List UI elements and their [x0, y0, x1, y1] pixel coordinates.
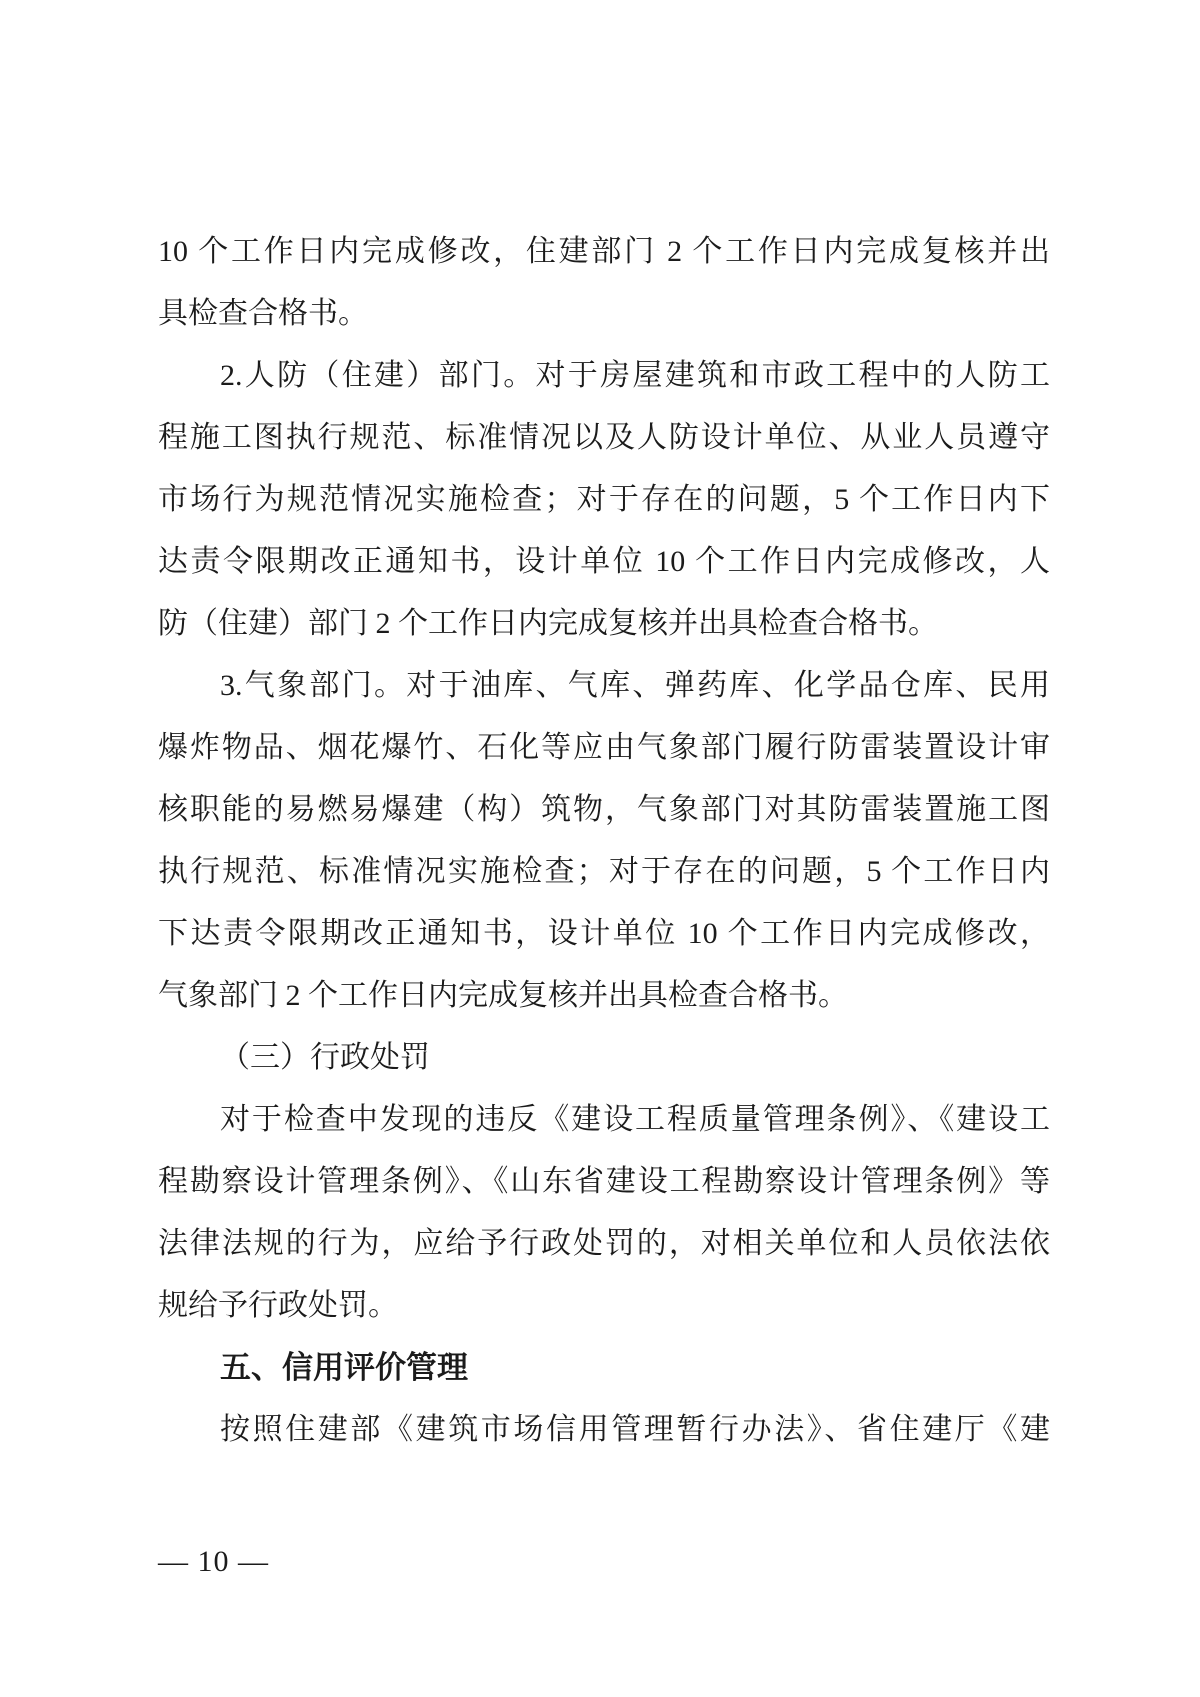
text-line: 爆炸物品、烟花爆竹、石化等应由气象部门履行防雷装置设计审: [158, 731, 1050, 764]
text-line: 按照住建部《建筑市场信用管理暂行办法》、省住建厅《建: [220, 1413, 1050, 1446]
text-line: 程施工图执行规范、标准情况以及人防设计单位、从业人员遵守: [158, 421, 1050, 454]
text-line: 10 个工作日内完成修改，住建部门 2 个工作日内完成复核并出: [158, 235, 1050, 268]
text-line: 市场行为规范情况实施检查；对于存在的问题，5 个工作日内下: [158, 483, 1050, 516]
text-line: 气象部门 2 个工作日内完成复核并出具检查合格书。: [158, 979, 848, 1012]
text-line: 法律法规的行为，应给予行政处罚的，对相关单位和人员依法依: [158, 1227, 1050, 1260]
text-line: 执行规范、标准情况实施检查；对于存在的问题，5 个工作日内: [158, 855, 1050, 888]
page-footer: [158, 1544, 269, 1580]
text-line: 核职能的易燃易爆建（构）筑物，气象部门对其防雷装置施工图: [158, 793, 1050, 826]
text-line: 对于检查中发现的违反《建设工程质量管理条例》、《建设工: [220, 1103, 1050, 1136]
text-line: 防（住建）部门 2 个工作日内完成复核并出具检查合格书。: [158, 607, 938, 640]
text-line: 程勘察设计管理条例》、《山东省建设工程勘察设计管理条例》等: [158, 1165, 1050, 1198]
text-line: 3.气象部门。对于油库、气库、弹药库、化学品仓库、民用: [220, 669, 1050, 702]
text-line: 五、信用评价管理: [220, 1350, 468, 1385]
text-line: （三）行政处罚: [220, 1041, 430, 1074]
text-line: 下达责令限期改正通知书，设计单位 10 个工作日内完成修改，: [158, 917, 1050, 950]
text-line: 具检查合格书。: [158, 297, 368, 330]
page-number: — 10 —: [158, 1545, 269, 1578]
text-line: 规给予行政处罚。: [158, 1289, 398, 1322]
text-line: 达责令限期改正通知书，设计单位 10 个工作日内完成修改，人: [158, 545, 1050, 578]
document-text: [158, 221, 1050, 1461]
text-line: 2.人防（住建）部门。对于房屋建筑和市政工程中的人防工: [220, 359, 1050, 392]
